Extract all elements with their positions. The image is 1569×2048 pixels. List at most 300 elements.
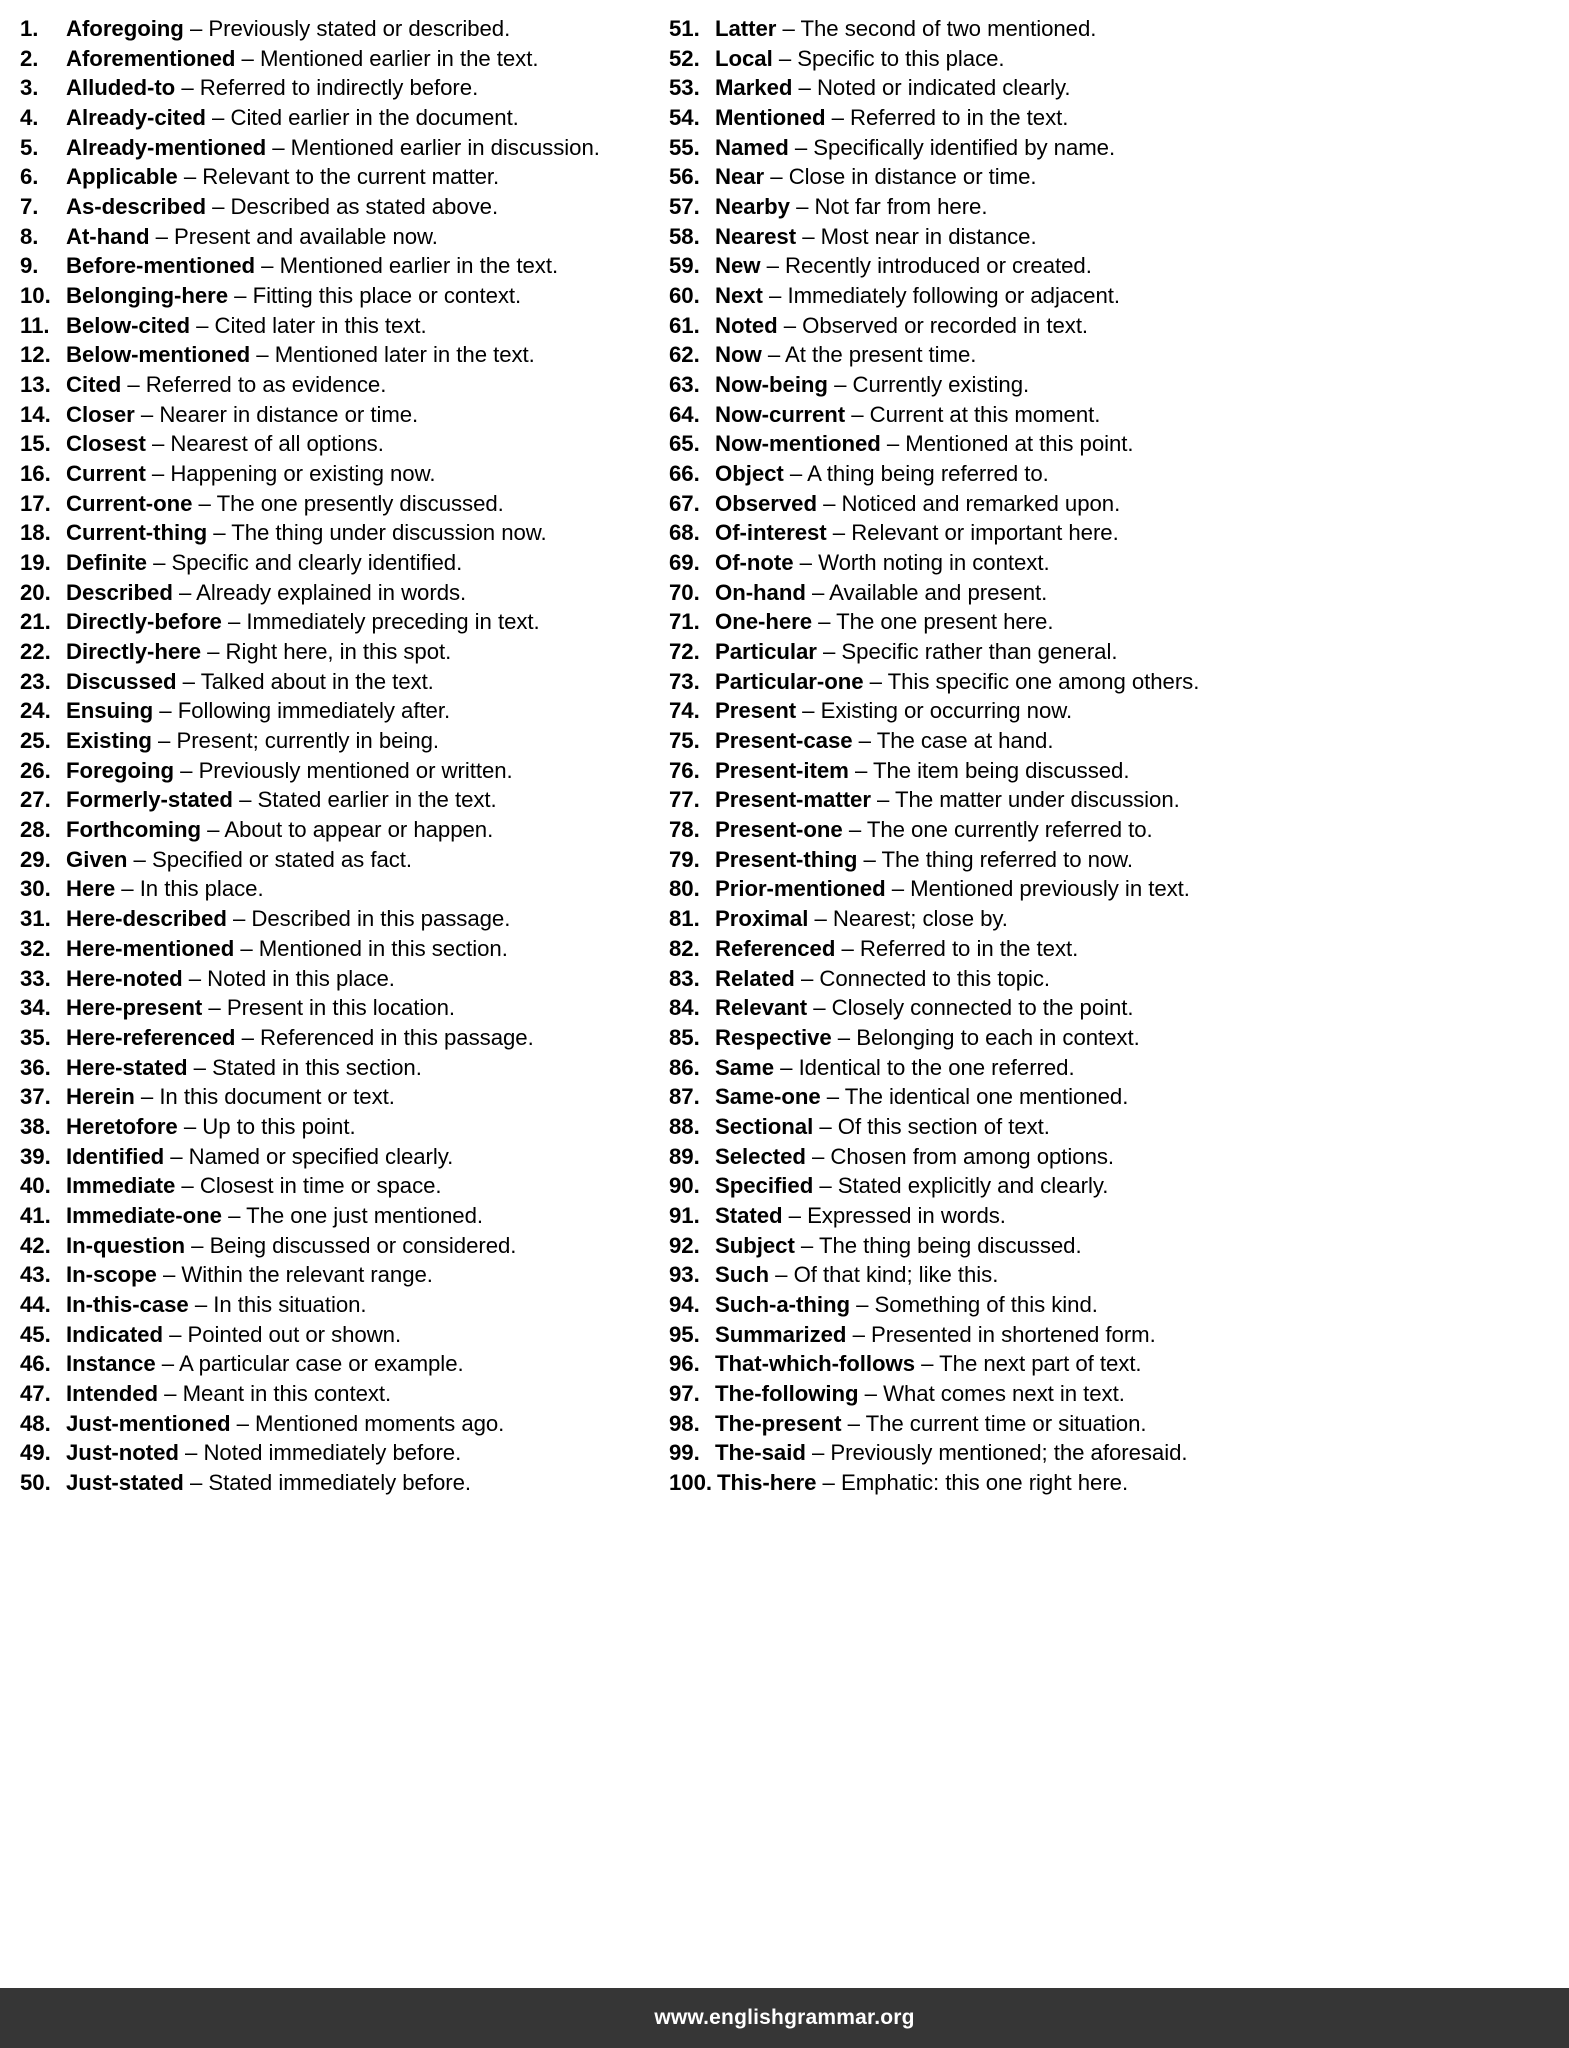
list-item-term: Closest bbox=[66, 431, 146, 457]
list-item bbox=[669, 1379, 1303, 1409]
list-item-body bbox=[715, 696, 1303, 726]
list-item-number: 78. bbox=[669, 817, 700, 843]
list-item-body bbox=[715, 874, 1303, 904]
right-column bbox=[654, 14, 1303, 1498]
list-item-body bbox=[66, 696, 654, 726]
list-item-definition: Stated in this section. bbox=[212, 1054, 422, 1080]
list-item-term: Here-referenced bbox=[66, 1024, 236, 1050]
list-item-body bbox=[66, 607, 654, 637]
list-item-separator: – bbox=[886, 431, 900, 457]
list-item bbox=[20, 696, 654, 726]
list-item-body bbox=[66, 1409, 654, 1439]
list-item-definition: Specifically identified by name. bbox=[813, 134, 1116, 160]
list-item bbox=[20, 1438, 654, 1468]
list-item-separator: – bbox=[159, 698, 172, 724]
list-item bbox=[669, 756, 1303, 786]
list-item-separator: – bbox=[848, 817, 862, 843]
list-item-definition: Described in this passage. bbox=[251, 906, 511, 932]
list-item-term: Identified bbox=[66, 1143, 165, 1169]
list-item-definition: Referenced in this passage. bbox=[259, 1024, 534, 1050]
list-item bbox=[20, 489, 654, 519]
list-item-body bbox=[66, 192, 654, 222]
list-item-number: 7. bbox=[20, 194, 39, 220]
list-item-separator: – bbox=[183, 1113, 197, 1139]
list-item-term: Immediate bbox=[66, 1173, 176, 1199]
list-item-definition: Specific and clearly identified. bbox=[171, 550, 463, 576]
list-item bbox=[20, 1082, 654, 1112]
list-item bbox=[669, 1171, 1303, 1201]
list-item-body bbox=[66, 281, 654, 311]
list-item bbox=[20, 1112, 654, 1142]
list-item bbox=[20, 785, 654, 815]
list-item-body bbox=[715, 162, 1303, 192]
list-item-number: 20. bbox=[20, 579, 51, 605]
list-item-separator: – bbox=[854, 757, 868, 783]
list-item-definition: Previously mentioned; the aforesaid. bbox=[830, 1440, 1188, 1466]
list-item-separator: – bbox=[241, 45, 254, 71]
list-item-number: 67. bbox=[669, 490, 700, 516]
list-item-term: Present-case bbox=[715, 728, 853, 754]
list-item-term: Particular bbox=[715, 639, 817, 665]
list-item-number: 53. bbox=[669, 75, 700, 101]
list-item-number: 66. bbox=[669, 461, 700, 487]
list-item-term: Below-cited bbox=[66, 312, 190, 338]
list-item-body bbox=[66, 370, 654, 400]
list-item bbox=[20, 637, 654, 667]
list-item-body bbox=[66, 1082, 654, 1112]
list-item-body bbox=[66, 1201, 654, 1231]
list-item-separator: – bbox=[170, 1143, 183, 1169]
list-item-term: This-here bbox=[717, 1469, 817, 1495]
list-item-definition: Named or specified clearly. bbox=[188, 1143, 454, 1169]
list-item-number: 68. bbox=[669, 520, 700, 546]
list-item bbox=[20, 1290, 654, 1320]
list-item bbox=[669, 44, 1303, 74]
list-item-definition: Mentioned at this point. bbox=[905, 431, 1134, 457]
list-item-body bbox=[715, 459, 1303, 489]
list-item-definition: Previously mentioned or written. bbox=[198, 757, 513, 783]
list-item-body bbox=[715, 103, 1303, 133]
list-item-body bbox=[715, 845, 1303, 875]
list-item-term: Respective bbox=[715, 1024, 832, 1050]
list-item-term: Current bbox=[66, 461, 146, 487]
list-item-body bbox=[66, 459, 654, 489]
list-item-separator: – bbox=[189, 16, 203, 41]
list-item-separator: – bbox=[831, 105, 844, 131]
list-item-term: Stated bbox=[715, 1202, 783, 1228]
list-item-body bbox=[715, 904, 1303, 934]
list-item-term: Mentioned bbox=[715, 105, 826, 131]
list-item-definition: Noted or indicated clearly. bbox=[816, 75, 1071, 101]
list-item-term: Already-cited bbox=[66, 105, 206, 131]
list-item-separator: – bbox=[212, 194, 225, 220]
list-item bbox=[669, 1201, 1303, 1231]
list-item-separator: – bbox=[826, 1084, 840, 1110]
list-item-number: 79. bbox=[669, 846, 700, 872]
list-item-body bbox=[66, 667, 654, 697]
list-item-separator: – bbox=[188, 965, 202, 991]
list-item-term: Subject bbox=[715, 1232, 795, 1258]
list-item-definition: The next part of text. bbox=[939, 1351, 1142, 1377]
list-item-separator: – bbox=[133, 846, 146, 872]
list-item-separator: – bbox=[183, 164, 197, 190]
list-item-body bbox=[715, 518, 1303, 548]
list-item-separator: – bbox=[162, 1262, 176, 1288]
list-item-definition: Relevant to the current matter. bbox=[202, 164, 500, 190]
list-item-definition: Of this section of text. bbox=[837, 1113, 1050, 1139]
list-item-body bbox=[66, 845, 654, 875]
list-item-definition: Worth noting in context. bbox=[818, 550, 1050, 576]
list-item-definition: This specific one among others. bbox=[887, 668, 1200, 694]
list-item bbox=[20, 162, 654, 192]
list-item-body bbox=[66, 726, 654, 756]
list-item-number: 42. bbox=[20, 1232, 51, 1258]
list-item-body bbox=[715, 281, 1303, 311]
list-item-definition: Available and present. bbox=[829, 579, 1048, 605]
list-item-body bbox=[715, 1379, 1303, 1409]
list-item-definition: Right here, in this spot. bbox=[225, 639, 452, 665]
list-item-separator: – bbox=[811, 579, 825, 605]
list-item bbox=[669, 1349, 1303, 1379]
list-item-separator: – bbox=[834, 372, 847, 398]
list-item-term: Specified bbox=[715, 1173, 814, 1199]
list-item-number: 99. bbox=[669, 1440, 700, 1466]
list-item-number: 82. bbox=[669, 935, 700, 961]
list-item-definition: Recently introduced or created. bbox=[785, 253, 1092, 279]
list-item-separator: – bbox=[783, 312, 797, 338]
list-item-body bbox=[66, 73, 654, 103]
list-item-number: 4. bbox=[20, 105, 39, 131]
list-item-term: Nearest bbox=[715, 223, 797, 249]
list-item-separator: – bbox=[240, 935, 253, 961]
list-item-term: Here-described bbox=[66, 906, 227, 932]
list-item-term: Such bbox=[715, 1262, 770, 1288]
list-item-number: 39. bbox=[20, 1143, 51, 1169]
list-item-body bbox=[66, 756, 654, 786]
list-item-number: 94. bbox=[669, 1291, 700, 1317]
list-item-number: 61. bbox=[669, 312, 700, 338]
list-item bbox=[20, 1231, 654, 1261]
list-item-number: 37. bbox=[20, 1084, 51, 1110]
list-item-number: 12. bbox=[20, 342, 51, 368]
list-item-separator: – bbox=[256, 342, 269, 368]
list-item-definition: The second of two mentioned. bbox=[800, 16, 1097, 41]
list-item bbox=[669, 162, 1303, 192]
list-item-number: 74. bbox=[669, 698, 700, 724]
list-item-number: 71. bbox=[669, 609, 700, 635]
list-item-definition: Referred to as evidence. bbox=[145, 372, 387, 398]
list-item-term: Same bbox=[715, 1054, 775, 1080]
list-item-body bbox=[715, 14, 1303, 44]
list-item-term: New bbox=[715, 253, 761, 279]
list-item-separator: – bbox=[178, 579, 192, 605]
list-item-separator: – bbox=[891, 876, 905, 902]
list-item-separator: – bbox=[847, 1410, 860, 1436]
list-item-body bbox=[715, 44, 1303, 74]
list-item bbox=[20, 281, 654, 311]
list-item-separator: – bbox=[832, 520, 846, 546]
list-item-definition: The identical one mentioned. bbox=[844, 1084, 1129, 1110]
list-item bbox=[20, 964, 654, 994]
list-item bbox=[669, 14, 1303, 44]
list-item-number: 55. bbox=[669, 134, 700, 160]
list-item bbox=[20, 429, 654, 459]
list-item-number: 9. bbox=[20, 253, 39, 279]
list-item-definition: Expressed in words. bbox=[807, 1202, 1006, 1228]
list-item bbox=[20, 14, 654, 44]
list-item-term: Existing bbox=[66, 728, 152, 754]
list-item-definition: Identical to the one referred. bbox=[798, 1054, 1075, 1080]
list-item-term: The-following bbox=[715, 1380, 859, 1406]
list-item-number: 89. bbox=[669, 1143, 700, 1169]
list-item-term: Object bbox=[715, 461, 784, 487]
list-item-number: 92. bbox=[669, 1232, 700, 1258]
list-item-separator: – bbox=[858, 728, 871, 754]
list-item-body bbox=[715, 578, 1303, 608]
list-item bbox=[669, 1260, 1303, 1290]
list-item-separator: – bbox=[234, 283, 247, 309]
list-item bbox=[669, 1438, 1303, 1468]
left-term-list bbox=[20, 14, 654, 1498]
list-item-number: 45. bbox=[20, 1321, 51, 1347]
list-item bbox=[669, 1082, 1303, 1112]
list-item bbox=[20, 1260, 654, 1290]
list-item bbox=[669, 964, 1303, 994]
list-item-definition: Immediately preceding in text. bbox=[246, 609, 540, 635]
list-item-definition: Immediately following or adjacent. bbox=[787, 283, 1120, 309]
list-item bbox=[20, 993, 654, 1023]
list-item-term: Same-one bbox=[715, 1084, 821, 1110]
list-item-separator: – bbox=[818, 609, 831, 635]
list-item bbox=[669, 103, 1303, 133]
list-item-separator: – bbox=[822, 639, 836, 665]
list-item-separator: – bbox=[158, 728, 171, 754]
list-item-number: 56. bbox=[669, 164, 700, 190]
list-item-number: 65. bbox=[669, 431, 700, 457]
list-item-body bbox=[715, 964, 1303, 994]
list-item-number: 85. bbox=[669, 1024, 700, 1050]
list-item-body bbox=[66, 1231, 654, 1261]
list-item-body bbox=[66, 904, 654, 934]
list-item-number: 27. bbox=[20, 787, 51, 813]
list-item-term: Present-one bbox=[715, 817, 843, 843]
list-item-separator: – bbox=[185, 1440, 198, 1466]
list-item-body bbox=[66, 429, 654, 459]
list-item-definition: Mentioned later in the text. bbox=[274, 342, 535, 368]
list-item-separator: – bbox=[182, 668, 195, 694]
list-item-number: 16. bbox=[20, 461, 51, 487]
list-item-separator: – bbox=[213, 520, 226, 546]
list-item-body bbox=[715, 548, 1303, 578]
list-item-term: Described bbox=[66, 579, 173, 605]
list-item-body bbox=[715, 1112, 1303, 1142]
list-item-separator: – bbox=[766, 253, 779, 279]
list-item-separator: – bbox=[877, 787, 890, 813]
list-item-term: Just-noted bbox=[66, 1440, 179, 1466]
list-item-definition: About to appear or happen. bbox=[224, 817, 494, 843]
list-item-definition: Belonging to each in context. bbox=[856, 1024, 1140, 1050]
list-item-separator: – bbox=[239, 787, 252, 813]
list-item-number: 86. bbox=[669, 1054, 700, 1080]
list-item-definition: Closest in time or space. bbox=[199, 1173, 442, 1199]
list-item-body bbox=[66, 1290, 654, 1320]
list-item-term: Related bbox=[715, 965, 795, 991]
list-item-body bbox=[66, 815, 654, 845]
list-item bbox=[20, 518, 654, 548]
list-item-number: 14. bbox=[20, 401, 51, 427]
list-item-term: Relevant bbox=[715, 995, 808, 1021]
list-item bbox=[669, 934, 1303, 964]
list-item bbox=[669, 1320, 1303, 1350]
list-item-number: 34. bbox=[20, 995, 51, 1021]
list-item-number: 19. bbox=[20, 550, 51, 576]
list-item-body bbox=[715, 1171, 1303, 1201]
list-item-definition: Not far from here. bbox=[814, 194, 988, 220]
list-item-term: Selected bbox=[715, 1143, 806, 1169]
list-item-separator: – bbox=[863, 846, 876, 872]
list-item-body bbox=[715, 1349, 1303, 1379]
list-item-number: 83. bbox=[669, 965, 700, 991]
list-item bbox=[20, 667, 654, 697]
list-item-separator: – bbox=[811, 1440, 825, 1466]
list-item-term: Before-mentioned bbox=[66, 253, 256, 279]
list-item bbox=[669, 518, 1303, 548]
list-item-number: 69. bbox=[669, 550, 700, 576]
list-item bbox=[669, 429, 1303, 459]
list-item-separator: – bbox=[189, 1469, 203, 1495]
list-item-definition: A thing being referred to. bbox=[807, 461, 1049, 487]
list-item-definition: Nearer in distance or time. bbox=[159, 401, 419, 427]
list-item-separator: – bbox=[191, 1232, 204, 1258]
list-item bbox=[20, 251, 654, 281]
list-item-definition: Talked about in the text. bbox=[200, 668, 434, 694]
list-item-number: 98. bbox=[669, 1410, 700, 1436]
list-item-term: Given bbox=[66, 846, 128, 872]
list-item-number: 22. bbox=[20, 639, 51, 665]
list-item-term: Near bbox=[715, 164, 765, 190]
list-item-definition: Referred to in the text. bbox=[859, 935, 1079, 961]
list-item-number: 21. bbox=[20, 609, 51, 635]
list-item bbox=[669, 1112, 1303, 1142]
list-item bbox=[20, 1142, 654, 1172]
list-item-separator: – bbox=[272, 134, 285, 160]
footer-website-url[interactable]: www.englishgrammar.org bbox=[654, 2006, 915, 2029]
list-item-body bbox=[715, 1201, 1303, 1231]
list-item-separator: – bbox=[852, 1321, 865, 1347]
list-item-definition: Cited later in this text. bbox=[214, 312, 427, 338]
list-item-term: Foregoing bbox=[66, 757, 175, 783]
list-item bbox=[20, 1379, 654, 1409]
list-item-body bbox=[66, 1260, 654, 1290]
list-item-term: Present-thing bbox=[715, 846, 858, 872]
list-item bbox=[20, 1349, 654, 1379]
list-item-term: Immediate-one bbox=[66, 1202, 222, 1228]
list-item bbox=[669, 815, 1303, 845]
list-item-number: 3. bbox=[20, 75, 39, 101]
list-item-term: Referenced bbox=[715, 935, 836, 961]
list-item bbox=[20, 845, 654, 875]
list-item-number: 18. bbox=[20, 520, 51, 546]
list-item-separator: – bbox=[181, 1173, 194, 1199]
list-item-definition: Current at this moment. bbox=[869, 401, 1101, 427]
list-item-body bbox=[66, 103, 654, 133]
list-item-term: Current-one bbox=[66, 490, 193, 516]
list-item-separator: – bbox=[812, 1143, 825, 1169]
list-item-term: Closer bbox=[66, 401, 135, 427]
list-item-definition: Mentioned previously in text. bbox=[910, 876, 1190, 902]
list-item-body bbox=[715, 726, 1303, 756]
list-item-number: 6. bbox=[20, 164, 39, 190]
list-item-term: On-hand bbox=[715, 579, 806, 605]
list-item-body bbox=[715, 489, 1303, 519]
list-item-body bbox=[66, 1112, 654, 1142]
list-item bbox=[669, 874, 1303, 904]
list-item-body bbox=[66, 993, 654, 1023]
list-item-separator: – bbox=[155, 223, 168, 249]
list-item-separator: – bbox=[813, 995, 826, 1021]
list-item-definition: Noticed and remarked upon. bbox=[841, 490, 1121, 516]
list-item-number: 40. bbox=[20, 1173, 51, 1199]
list-item bbox=[669, 548, 1303, 578]
list-item-term: Directly-here bbox=[66, 639, 201, 665]
list-item-definition: Within the relevant range. bbox=[181, 1262, 433, 1288]
list-item-term: In-this-case bbox=[66, 1291, 189, 1317]
list-item-body bbox=[715, 1082, 1303, 1112]
list-item-number: 81. bbox=[669, 906, 700, 932]
list-item-body bbox=[715, 1142, 1303, 1172]
list-item-number: 96. bbox=[669, 1351, 700, 1377]
list-item-number: 84. bbox=[669, 995, 700, 1021]
list-item-separator: – bbox=[802, 223, 815, 249]
list-item-body bbox=[66, 133, 654, 163]
list-item bbox=[20, 1171, 654, 1201]
list-item bbox=[20, 103, 654, 133]
list-item-number: 88. bbox=[669, 1113, 700, 1139]
list-item-body bbox=[66, 1349, 654, 1379]
list-item-number: 77. bbox=[669, 787, 700, 813]
list-item-definition: Chosen from among options. bbox=[830, 1143, 1115, 1169]
list-item-definition: Mentioned in this section. bbox=[258, 935, 508, 961]
list-item-number: 31. bbox=[20, 906, 51, 932]
list-item-number: 13. bbox=[20, 372, 51, 398]
list-item-term: Local bbox=[715, 45, 773, 71]
list-item-separator: – bbox=[778, 45, 792, 71]
list-item-body bbox=[66, 1379, 654, 1409]
list-item bbox=[669, 489, 1303, 519]
list-item-number: 76. bbox=[669, 757, 700, 783]
list-item-body bbox=[66, 637, 654, 667]
list-item-body bbox=[715, 1438, 1303, 1468]
list-item-number: 100. bbox=[669, 1469, 712, 1495]
list-item bbox=[20, 1468, 654, 1498]
list-item-term: Present-matter bbox=[715, 787, 871, 813]
list-item bbox=[20, 44, 654, 74]
list-item-definition: Fitting this place or context. bbox=[252, 283, 522, 309]
list-item-term: Discussed bbox=[66, 668, 177, 694]
list-item-body bbox=[715, 993, 1303, 1023]
list-item-term: Named bbox=[715, 134, 789, 160]
list-item-definition: In this document or text. bbox=[159, 1084, 395, 1110]
list-item-separator: – bbox=[798, 75, 811, 101]
list-item bbox=[669, 1053, 1303, 1083]
list-item-body bbox=[715, 73, 1303, 103]
list-item bbox=[669, 637, 1303, 667]
list-item-number: 36. bbox=[20, 1054, 51, 1080]
list-item-definition: Close in distance or time. bbox=[788, 164, 1037, 190]
list-item-term: Formerly-stated bbox=[66, 787, 233, 813]
list-item bbox=[20, 73, 654, 103]
list-item-number: 93. bbox=[669, 1262, 700, 1288]
